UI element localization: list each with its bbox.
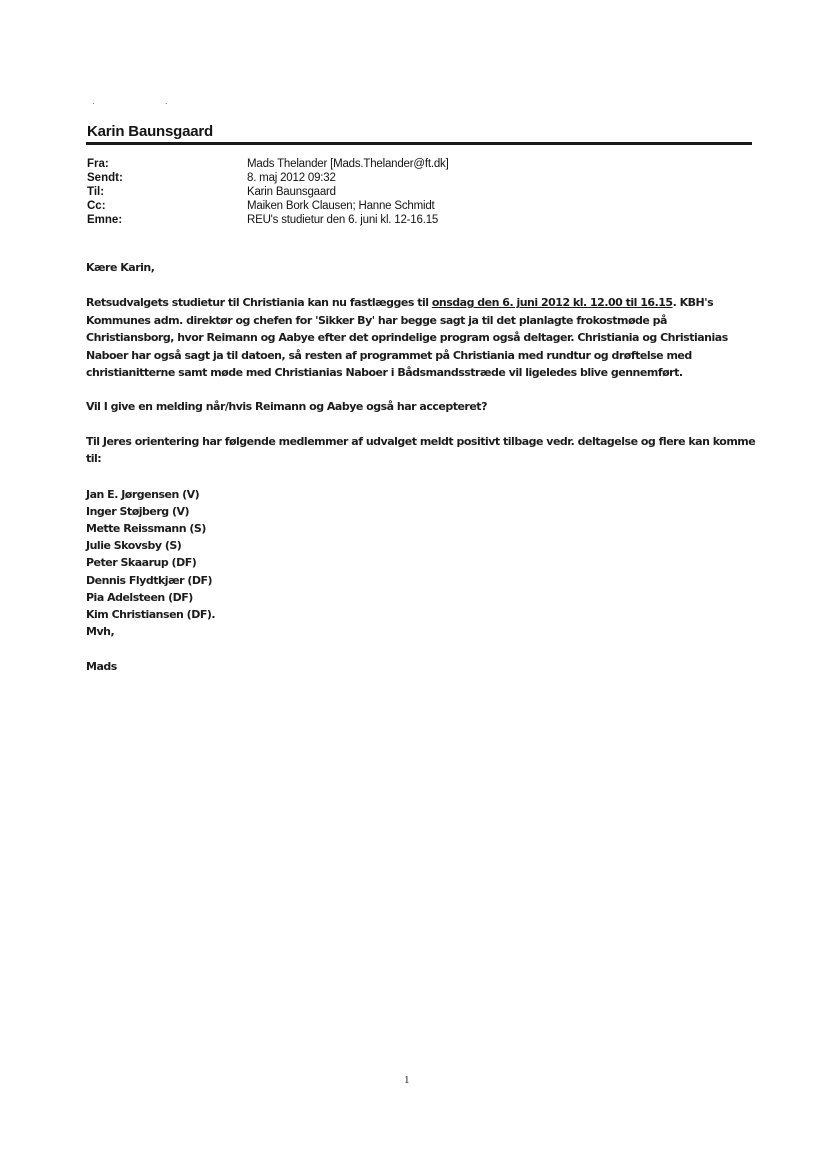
page-number: 1 <box>404 1074 410 1086</box>
mailbox-owner-name: Karin Baunsgaard <box>87 123 213 140</box>
list-item: Kim Christiansen (DF). <box>86 608 216 622</box>
paragraph-text: Retsudvalgets studietur til Christiania kan nu fastlægges til <box>86 296 432 310</box>
list-item: Mette Reissmann (S) <box>86 522 206 536</box>
email-header-block <box>87 157 449 227</box>
header-value-cc: Maiken Bork Clausen; Hanne Schmidt <box>247 200 435 212</box>
list-item: Jan E. Jørgensen (V) <box>86 487 200 501</box>
email-body <box>86 259 756 675</box>
underlined-date: onsdag den 6. juni 2012 kl. 12.00 til 16.15 <box>431 296 673 310</box>
header-label: Emne: <box>87 214 123 226</box>
header-row-subject <box>87 213 449 227</box>
header-value-from: Mads Thelander [Mads.Thelander@ft.dk] <box>247 158 449 170</box>
greeting: Kære Karin, <box>86 261 155 274</box>
header-label: Sendt: <box>87 172 123 184</box>
list-item: Pia Adelsteen (DF) <box>86 590 193 604</box>
header-row-cc <box>87 199 449 213</box>
list-item: Dennis Flydtkjær (DF) <box>86 573 213 587</box>
closing: Mvh, <box>86 625 115 639</box>
header-rule <box>86 142 752 145</box>
header-label: Cc: <box>87 200 106 212</box>
paragraph-text: . KBH's Kommunes adm. direktør og chefen for 'Sikker By' har begge sagt ja til det planlagte frokostmøde på Christiansborg, hvor Reimann og Aabye efter det oprindelige program også deltager. Christiania og Christianias Naboer har også sagt ja til datoen, så resten af programmet på Christiania med rundtur og drøftelse med christianitterne samt møde med Christianias Naboer i Bådsmandsstræde vil ligeledes blive gennemført. <box>86 296 728 380</box>
header-row-to <box>87 185 449 199</box>
paragraph-members-intro: Til Jeres orientering har følgende medlemmer af udvalget meldt positivt tilbage vedr. deltagelse og flere kan komme til: <box>86 434 756 466</box>
member-list <box>86 486 756 624</box>
list-item: Julie Skovsby (S) <box>86 539 182 553</box>
header-row-sent <box>87 171 449 185</box>
header-value-to: Karin Baunsgaard <box>247 186 336 198</box>
paragraph-itinerary <box>86 294 756 381</box>
header-value-subject: REU's studietur den 6. juni kl. 12-16.15 <box>247 214 439 226</box>
header-label: Til: <box>87 186 105 198</box>
scan-specks: · · <box>92 99 202 108</box>
list-item: Peter Skaarup (DF) <box>86 556 197 570</box>
header-row-from <box>87 157 449 171</box>
header-label: Fra: <box>87 158 109 170</box>
signature: Mads <box>86 659 117 673</box>
list-item: Inger Støjberg (V) <box>86 504 190 518</box>
paragraph-request: Vil I give en melding når/hvis Reimann og Aabye også har accepteret? <box>86 400 487 414</box>
header-value-sent: 8. maj 2012 09:32 <box>247 172 336 184</box>
